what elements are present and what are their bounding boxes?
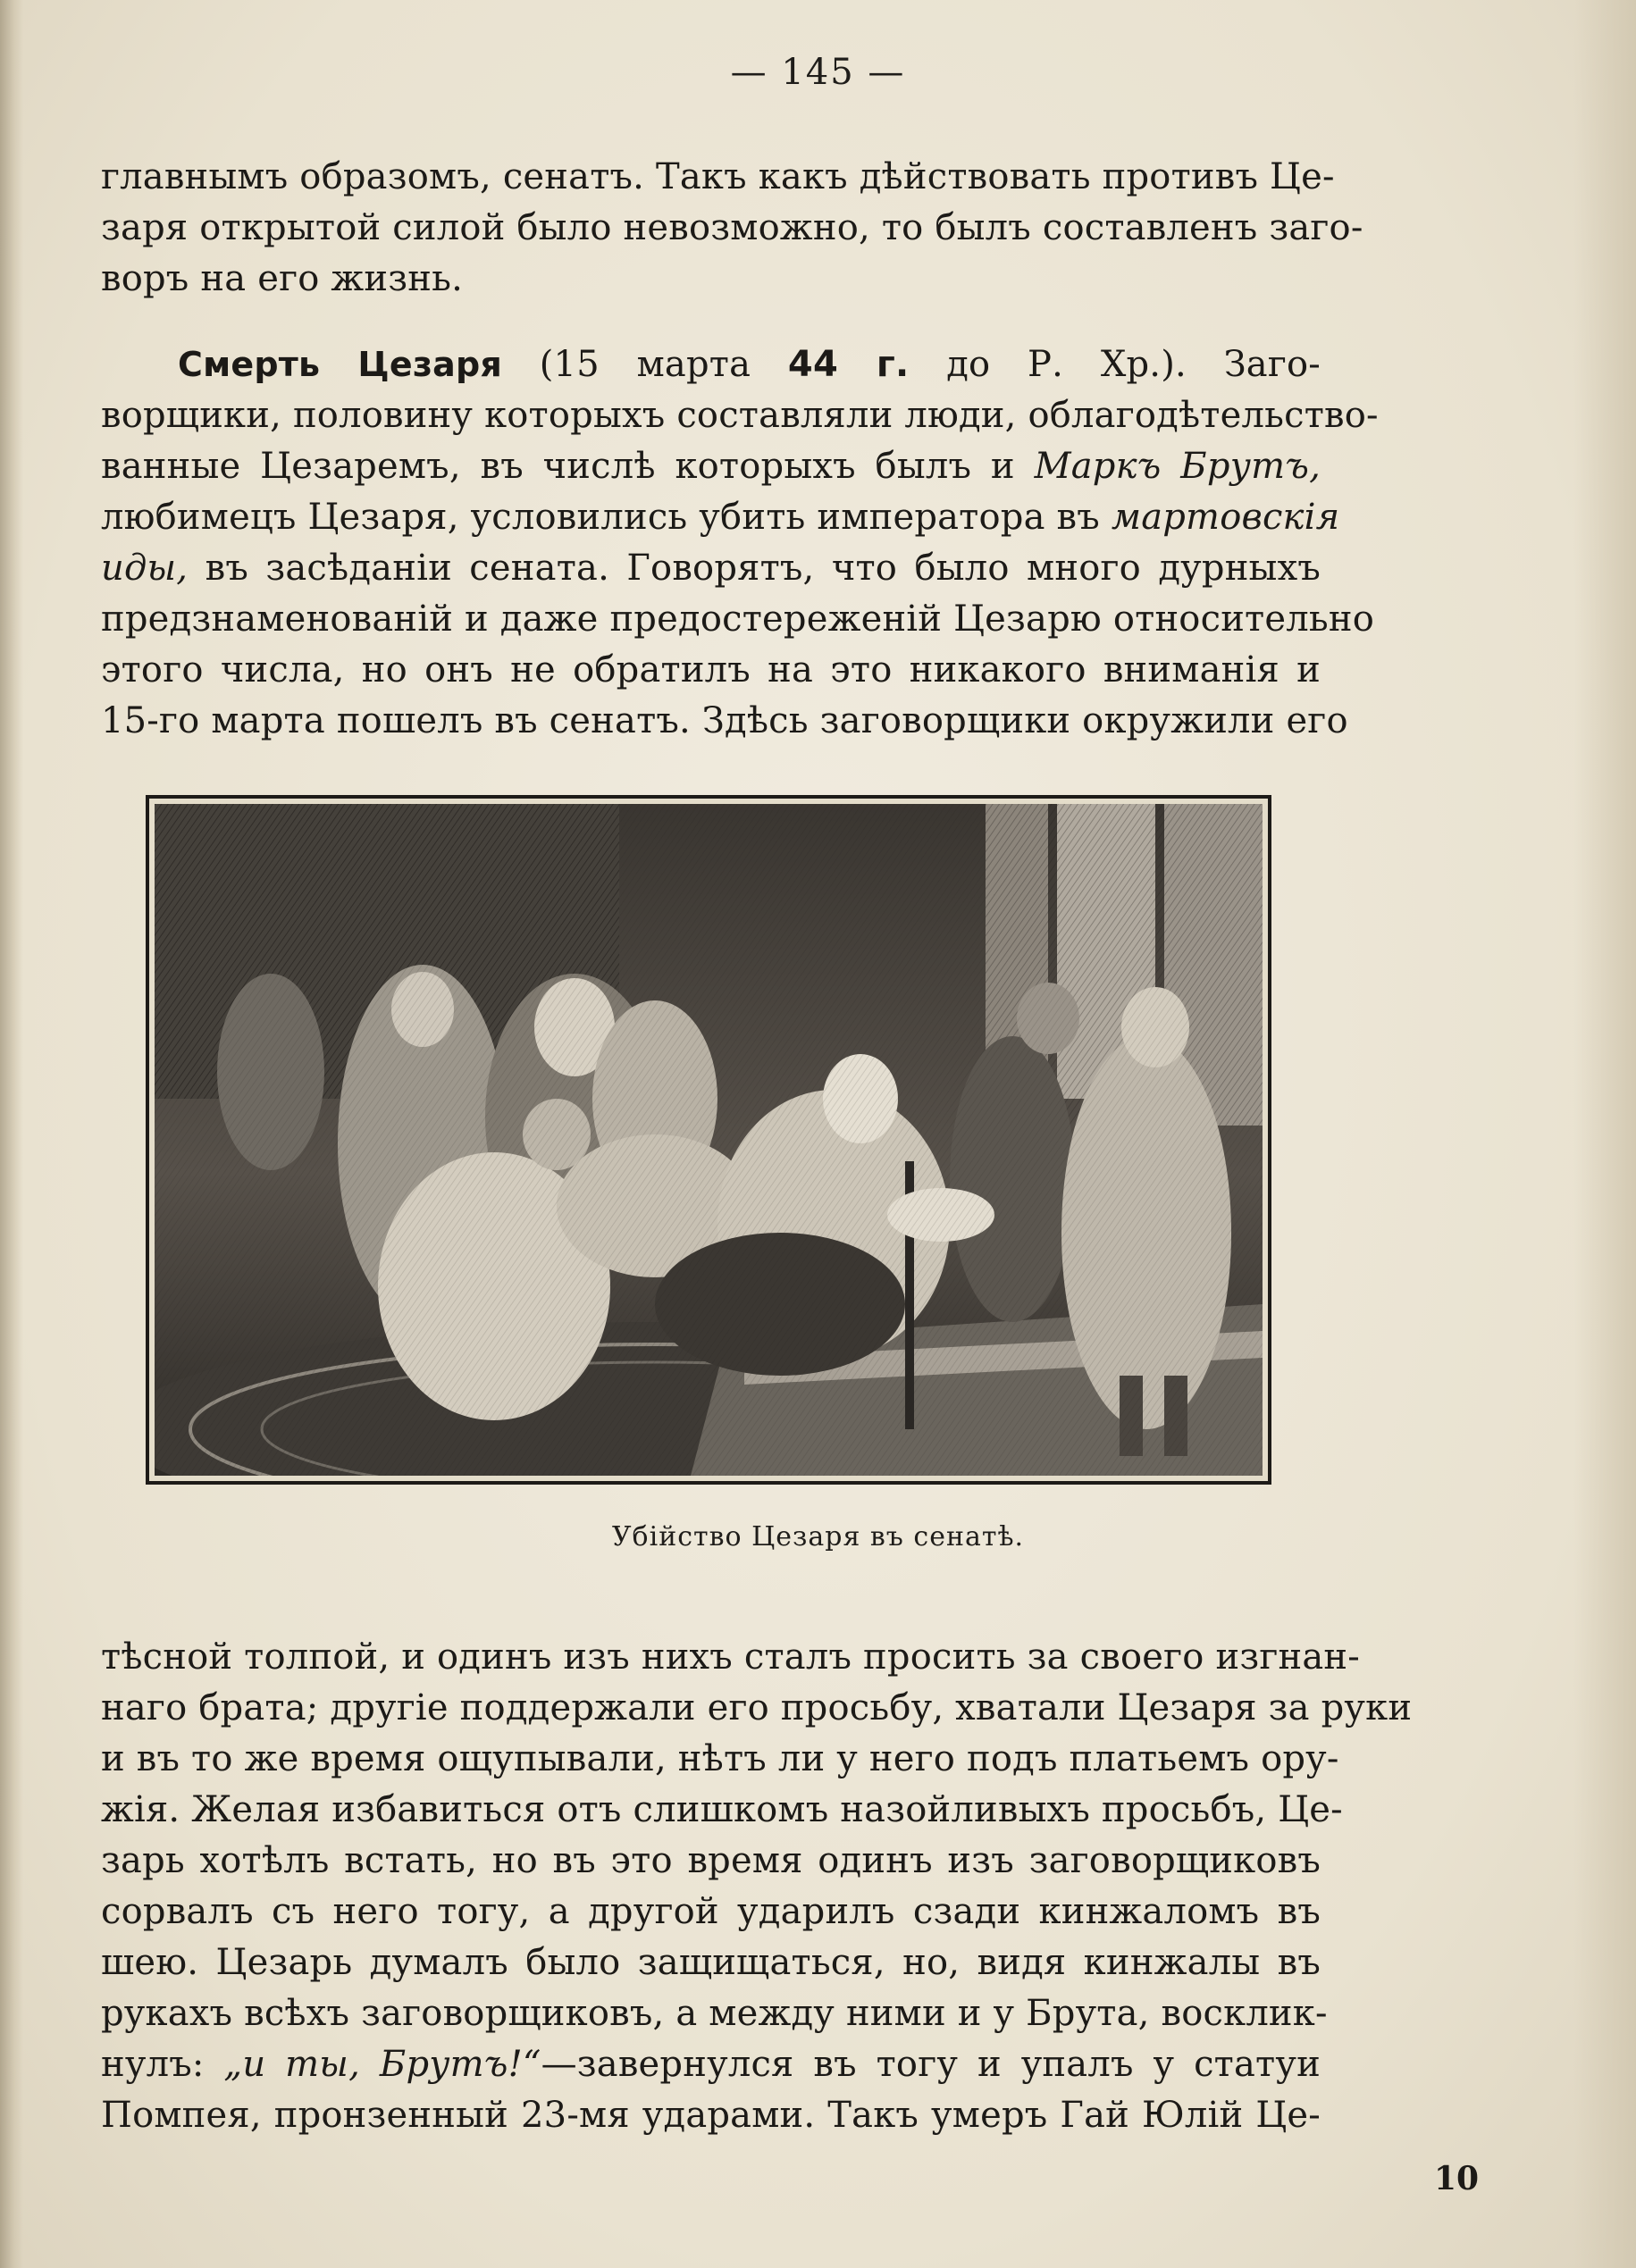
text-line: жія. Желая избавиться отъ слишкомъ назойливыхъ просьбъ, Це- bbox=[101, 1789, 1343, 1830]
text-line: этого числа, но онъ не обратилъ на это никакого вниманія и bbox=[101, 649, 1321, 690]
text-line: рукахъ всѣхъ заговорщиковъ, а между ними и у Брута, восклик- bbox=[101, 1993, 1328, 2034]
heading-date-close: до Р. Хр.). Заго- bbox=[946, 344, 1321, 385]
text-line: наго брата; другіе поддержали его просьбу, хватали Цезаря за руки bbox=[101, 1687, 1413, 1728]
term-march: мартовскія bbox=[1111, 497, 1340, 538]
page-number: — 145 — bbox=[730, 52, 906, 93]
text-line: сорвалъ съ него тогу, а другой ударилъ сзади кинжаломъ въ bbox=[101, 1891, 1321, 1932]
text-line: предзнаменованій и даже предостереженій Цезарю относительно bbox=[101, 598, 1374, 640]
text-line bbox=[101, 543, 1321, 594]
quote-et-tu-brute: „и ты, Брутъ!“ bbox=[223, 2044, 541, 2085]
text-run: ванные Цезаремъ, въ числѣ которыхъ былъ и bbox=[101, 446, 1015, 487]
text-run: нулъ: bbox=[101, 2044, 205, 2085]
section-heading: Смерть Цезаря bbox=[178, 345, 502, 384]
paragraph-death-of-caesar bbox=[101, 339, 1379, 747]
text-line: воръ на его жизнь. bbox=[101, 258, 464, 299]
text-line bbox=[101, 339, 1321, 390]
text-line bbox=[101, 2039, 1321, 2090]
text-line: шею. Цезарь думалъ было защищаться, но, видя кинжалы въ bbox=[101, 1942, 1321, 1983]
figure-caption: Убійство Цезаря въ сенатѣ. bbox=[611, 1521, 1025, 1552]
text-run: любимецъ Цезаря, условились убить императора въ bbox=[101, 497, 1100, 538]
heading-date-open: (15 марта bbox=[539, 344, 751, 385]
engraving-illustration bbox=[146, 795, 1271, 1485]
page-binding-shadow bbox=[0, 0, 23, 2268]
assassination-engraving bbox=[155, 804, 1263, 1476]
text-run: въ засѣданіи сената. Говорятъ, что было много дурныхъ bbox=[205, 548, 1321, 589]
text-line: и въ то же время ощупывали, нѣтъ ли у него подъ платьемъ ору- bbox=[101, 1738, 1339, 1779]
text-line: зарь хотѣлъ встать, но въ это время одинъ изъ заговорщиковъ bbox=[101, 1840, 1321, 1881]
text-line bbox=[101, 441, 1321, 492]
term-ides: иды, bbox=[101, 548, 189, 589]
text-line: Помпея, пронзенный 23-мя ударами. Такъ умеръ Гай Юлій Це- bbox=[101, 2095, 1321, 2136]
text-run: —завернулся въ тогу и упалъ у статуи bbox=[541, 2044, 1321, 2085]
name-marcus-brutus: Маркъ Брутъ, bbox=[1034, 446, 1321, 487]
heading-year: 44 г. bbox=[787, 344, 910, 385]
signature-mark: 10 bbox=[1434, 2160, 1480, 2197]
text-line: главнымъ образомъ, сенатъ. Такъ какъ дѣйствовать противъ Це- bbox=[101, 156, 1335, 197]
paragraph-intro bbox=[101, 152, 1363, 305]
text-line: заря открытой силой было невозможно, то былъ составленъ заго- bbox=[101, 207, 1363, 248]
text-line: 15-го марта пошелъ въ сенатъ. Здѣсь заговорщики окружили его bbox=[101, 700, 1348, 741]
text-line: тѣсной толпой, и одинъ изъ нихъ сталъ просить за своего изгнан- bbox=[101, 1636, 1360, 1678]
text-line: ворщики, половину которыхъ составляли люди, облагодѣтельство- bbox=[101, 395, 1379, 436]
paragraph-assassination bbox=[101, 1632, 1413, 2141]
page-edge-shadow bbox=[1573, 0, 1636, 2268]
text-line bbox=[101, 492, 1340, 543]
